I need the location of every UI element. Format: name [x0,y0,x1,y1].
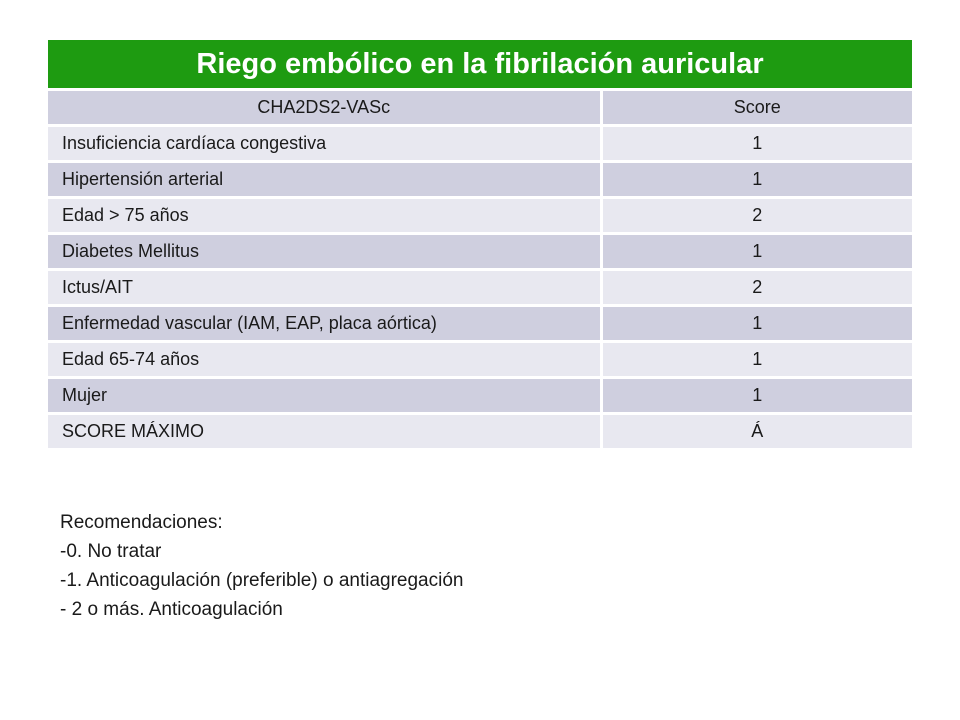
row-score: 1 [601,378,912,414]
recommendations [60,508,463,624]
recommendation-item: -0. No tratar [60,541,162,562]
column-header-name: CHA2DS2-VASc [48,90,601,126]
recommendations-heading: Recomendaciones: [60,512,223,533]
table-row [48,378,912,414]
row-label: Mujer [48,378,601,414]
row-label: Diabetes Mellitus [48,234,601,270]
table-row [48,234,912,270]
row-score: 1 [601,162,912,198]
recommendation-item: - 2 o más. Anticoagulación [60,599,283,620]
row-label: Insuficiencia cardíaca congestiva [48,126,601,162]
row-score: 1 [601,342,912,378]
row-label: SCORE MÁXIMO [48,414,601,450]
table-title: Riego embólico en la fibrilación auricular [48,40,912,90]
table-row [48,342,912,378]
row-label: Edad > 75 años [48,198,601,234]
row-label: Hipertensión arterial [48,162,601,198]
row-label: Enfermedad vascular (IAM, EAP, placa aórtica) [48,306,601,342]
row-score: Á [601,414,912,450]
table-header-row [48,90,912,126]
row-score: 2 [601,198,912,234]
table-title-row [48,40,912,90]
row-score: 1 [601,126,912,162]
table-row [48,414,912,450]
row-label: Ictus/AIT [48,270,601,306]
row-label: Edad 65-74 años [48,342,601,378]
table-row [48,198,912,234]
column-header-score: Score [601,90,912,126]
table-row [48,162,912,198]
table-row [48,126,912,162]
row-score: 2 [601,270,912,306]
table-row [48,306,912,342]
row-score: 1 [601,234,912,270]
table-row [48,270,912,306]
row-score: 1 [601,306,912,342]
recommendation-item: -1. Anticoagulación (preferible) o antiagregación [60,570,464,591]
cha2ds2-vasc-table [48,40,912,451]
